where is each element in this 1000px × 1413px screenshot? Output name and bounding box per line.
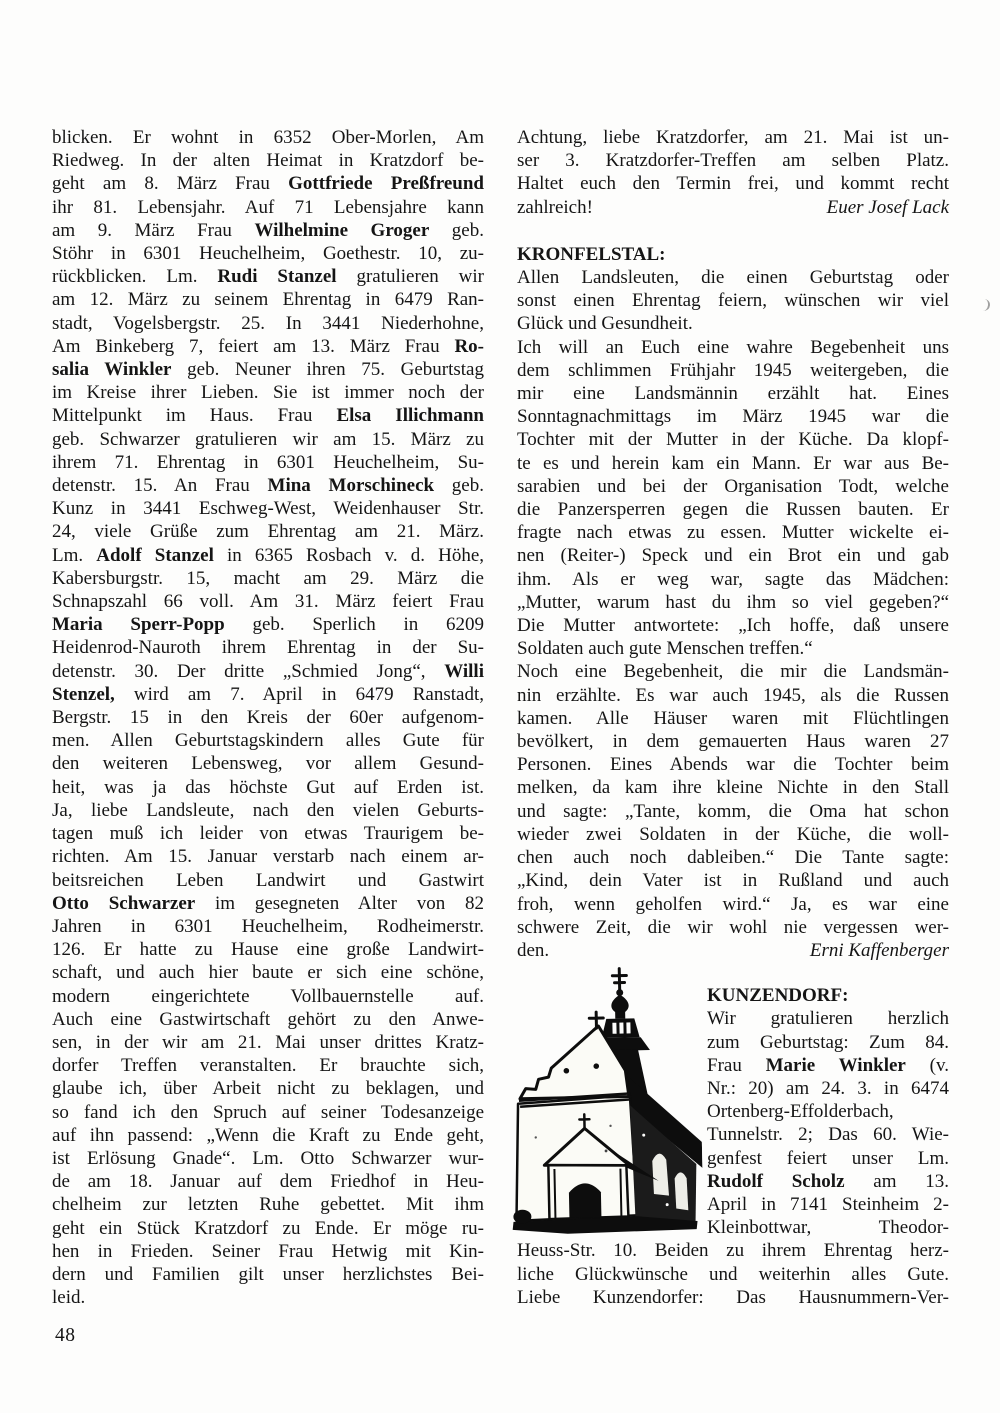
text-run: beitsreichen Leben Landwirt und Gastwirt (52, 869, 484, 891)
text-run: fragte nach etwas zu essen. Mutter wickelte ei- (517, 522, 949, 544)
text-run: geb. (429, 219, 484, 241)
text-line (707, 1077, 949, 1100)
text-line (52, 892, 484, 915)
text-run: Noch eine Begebenheit, die mir die Landsmän- (517, 661, 949, 683)
text-run: Allen Landsleuten, die einen Geburtstag oder (517, 267, 949, 289)
text-run: Auch eine Gastwirtschaft gehört zu den Anwe- (52, 1008, 484, 1030)
text-line (52, 613, 484, 636)
text-run: blicken. Er wohnt in 6352 Ober-Morlen, Am (52, 127, 484, 148)
italic-text: Erni Kaffenberger (809, 939, 949, 961)
text-run: Personen. Eines Abends war die Tochter beim (517, 754, 949, 776)
paragraph-gap (517, 219, 949, 243)
text-line (52, 381, 484, 404)
text-run: Mittelpunkt im Haus. Frau (52, 405, 337, 427)
bold-text: Rudi Stanzel (217, 266, 337, 288)
line-left-part (517, 939, 549, 962)
text-line (52, 520, 484, 543)
text-run: Heuss-Str. 10. Beiden zu ihrem Ehrentag herz- (517, 1240, 949, 1262)
text-line (52, 567, 484, 590)
text-line (707, 1031, 949, 1054)
text-run: Schnapszahl 66 voll. Am 31. März feiert Frau (52, 591, 484, 613)
bold-text: Adolf Stanzel (96, 544, 214, 566)
text-line (52, 544, 484, 567)
line-right-part (827, 196, 949, 219)
text-line (52, 1217, 484, 1240)
text-run: men. Allen Geburtstagskindern alles Gute für (52, 730, 484, 752)
text-line (52, 196, 484, 219)
text-run: froh, wenn geholfen wird.“ Ja, es war eine (517, 893, 949, 915)
text-line (517, 614, 949, 637)
text-line (517, 498, 949, 521)
church-icon (502, 964, 704, 1238)
text-run: geht ein Stück Kratzdorf zu Ende. Er möge ru- (52, 1217, 484, 1239)
text-line (517, 149, 949, 172)
text-run: und sagte: „Tante, komm, die Oma hat schon (517, 800, 949, 822)
text-run: Die Mutter antwortete: „Ich hoffe, daß unsere (517, 615, 949, 637)
text-line (517, 893, 949, 916)
kunzendorf-text (701, 962, 949, 1239)
text-line (52, 938, 484, 961)
text-run: im gesegneten Alter von 82 (195, 892, 484, 914)
text-line (52, 822, 484, 845)
text-line (517, 707, 949, 730)
text-line (52, 474, 484, 497)
text-run: 24, viele Grüße zum Ehrentag am 21. März. (52, 521, 484, 543)
left-column (52, 126, 484, 1309)
text-run: im Kreise ihrer Lieben. Sie ist immer noch der (52, 382, 484, 404)
text-line (52, 752, 484, 775)
text-line (517, 753, 949, 776)
text-run: Nr.: 20) am 24. 3. in 6474 (707, 1077, 949, 1099)
right-column (517, 126, 949, 1309)
text-run: geb. (434, 475, 484, 497)
text-run: kamen. Alle Häuser waren mit Flüchtlingen (517, 707, 949, 729)
bold-text: KRONFELSTAL: (517, 243, 666, 265)
text-run: Sonntagnachmittags im März 1945 war die (517, 406, 949, 428)
text-line (707, 1007, 949, 1030)
text-line (517, 1286, 949, 1309)
text-run: Kunz in 3441 Eschweg-West, Weidenhauser Str. (52, 498, 484, 520)
text-run: (v. (905, 1054, 950, 1076)
text-run: Soldaten auch gute Menschen treffen.“ (517, 638, 813, 660)
text-run: Achtung, liebe Kratzdorfer, am 21. Mai ist un- (517, 127, 949, 148)
text-run: tagen muß ich leider von etwas Traurigem be- (52, 823, 484, 845)
text-line (707, 1054, 949, 1077)
text-line (52, 636, 484, 659)
text-run: Frau (707, 1054, 766, 1076)
text-line (52, 776, 484, 799)
text-run: Ich will an Euch eine wahre Begebenheit uns (517, 336, 949, 358)
text-run: zum Geburtstag: Zum 84. (707, 1031, 949, 1053)
text-run: te es und herein kam ein Mann. Er war aus Be- (517, 452, 949, 474)
text-line (52, 265, 484, 288)
text-run: chelheim zur letzten Ruhe gebettet. Mit ihm (52, 1194, 484, 1216)
josef-lack-signature-line (517, 196, 949, 219)
text-run: genfest feiert unser Lm. (707, 1147, 949, 1169)
text-run: mir eine Landsmännin erzählt hat. Eines (517, 383, 949, 405)
text-line (517, 475, 949, 498)
text-line (52, 961, 484, 984)
text-run: Glück und Gesundheit. (517, 313, 693, 335)
text-run: rückblicken. Lm. (52, 266, 218, 288)
text-line (52, 799, 484, 822)
text-line (52, 706, 484, 729)
text-line (52, 1031, 484, 1054)
text-line (707, 1123, 949, 1146)
text-line (517, 359, 949, 382)
text-run: April in 7141 Steinheim 2- (707, 1193, 949, 1215)
text-run: Stöhr in 6301 Heuchelheim, Goethestr. 10, zu- (52, 243, 484, 265)
text-line (52, 149, 484, 172)
text-run: ist Erlösung Gnade“. Lm. Otto Schwarzer wur- (52, 1147, 484, 1169)
text-run: Am Binkeberg 7, feiert am 13. März Frau (52, 335, 455, 357)
text-line (52, 1263, 484, 1286)
bold-text: Elsa Illichmann (336, 405, 484, 427)
text-line (517, 336, 949, 359)
text-run: bevölkert, in dem gemauerten Haus waren 27 (517, 731, 949, 753)
text-line (517, 846, 949, 869)
text-run: geb. Sperlich in 6209 (224, 614, 484, 636)
text-line (517, 428, 949, 451)
text-run: sarabien und bei der Organisation Todt, welche (517, 475, 949, 497)
erni-kaffenberger-signature-line (517, 939, 949, 962)
text-run: Liebe Kunzendorfer: Das Hausnummern-Ver- (517, 1286, 949, 1308)
bold-text: Otto Schwarzer (52, 892, 196, 914)
text-line (517, 289, 949, 312)
text-line (517, 660, 949, 683)
line-left-part (707, 1216, 811, 1239)
text-line (52, 683, 484, 706)
text-run: ihm. Als er weg war, sagte das Mädchen: (517, 568, 949, 590)
line-left-part (517, 196, 593, 219)
text-run: schaft, und auch hier baute er sich eine schöne, (52, 962, 484, 984)
text-line (517, 521, 949, 544)
bold-text: Maria Sperr-Popp (52, 614, 225, 636)
text-run: Jahren in 6301 Heuchelheim, Rodheimerstr. (52, 915, 484, 937)
text-line (517, 172, 949, 195)
kunzendorf-heading (707, 984, 949, 1007)
text-run: dorfer Treffen veranstalten. Er brauchte sich, (52, 1055, 484, 1077)
kleinbottwar-theodor-line (707, 1216, 949, 1239)
text-run: schwere Zeit, die wir wohl nie vergessen wer- (517, 916, 949, 938)
kunzendorf-section (517, 962, 949, 1239)
text-line (52, 451, 484, 474)
text-run: hen in Frieden. Seiner Frau Hetwig mit Kin- (52, 1240, 484, 1262)
text-run: glaube ich, über Arbeit nicht zu beklagen, und (52, 1078, 484, 1100)
text-run: nin erzählte. Es war auch 1945, als die Russen (517, 684, 949, 706)
text-line (52, 1240, 484, 1263)
text-line (52, 915, 484, 938)
text-run: „Mutter, warum hast du ihm so viel gegeben?“ (517, 591, 949, 613)
bold-text: Rudolf Scholz (707, 1170, 845, 1192)
text-line (52, 1054, 484, 1077)
text-run: geb. Schwarzer gratulieren wir am 15. März zu (52, 428, 484, 450)
text-run: am 9. März Frau (52, 219, 255, 241)
text-run: Kleinbottwar, (707, 1217, 812, 1239)
text-line (52, 1286, 484, 1309)
text-line (52, 172, 484, 195)
text-line (707, 1147, 949, 1170)
text-run: modern eingerichtete Vollbauernstelle auf. (52, 985, 484, 1007)
text-line (517, 452, 949, 475)
text-line (517, 823, 949, 846)
text-run: stadt, Vogelsbergstr. 25. In 3441 Niederhohne, (52, 312, 484, 334)
text-line (52, 869, 484, 892)
text-run: am 12. März zu seinem Ehrentag in 6479 Ran- (52, 289, 484, 311)
text-line (517, 1239, 949, 1262)
text-run: wird am 7. April in 6479 Ranstadt, (114, 683, 484, 705)
right-column-tail (517, 1239, 949, 1309)
bold-text: Marie Winkler (765, 1054, 906, 1076)
text-line (52, 729, 484, 752)
text-line (52, 1193, 484, 1216)
bold-text: KUNZENDORF: (707, 985, 849, 1007)
text-run: liche Glückwünsche und weiterhin alles Gute. (517, 1263, 949, 1285)
text-line (517, 800, 949, 823)
text-run: so fand ich den Spruch auf seiner Todesanzeige (52, 1101, 484, 1123)
text-run: nen (Reiter-) Speck und ein Brot ein und gab (517, 545, 949, 567)
text-line (52, 1101, 484, 1124)
text-run: die Panzersperren gegen die Russen bauten. Er (517, 499, 949, 521)
text-run: melken, da kam ihre kleine Nichte in den Stall (517, 777, 949, 799)
text-run: Lm. (52, 544, 97, 566)
text-run: Haltet euch den Termin frei, und kommt recht (517, 173, 949, 195)
text-run: Kabersburgstr. 15, macht am 29. März die (52, 567, 484, 589)
church-illustration (505, 966, 701, 1236)
text-run: geht am 8. März Frau (52, 173, 289, 195)
bold-text: Willi (444, 660, 484, 682)
text-run: den. (517, 939, 550, 961)
text-run: detenstr. 30. Der dritte „Schmied Jong“, (52, 660, 445, 682)
text-line (517, 544, 949, 567)
text-line (52, 219, 484, 242)
text-run: sonst einen Ehrentag feiern, wünschen wir viel (517, 290, 949, 312)
bold-text: Gottfriede Preßfreund (288, 173, 485, 195)
text-run: den weiteren Lebensweg, vor allem Gesund- (52, 753, 484, 775)
text-run: Ortenberg-Effolderbach, (707, 1101, 894, 1123)
text-run: sen, in der wir am 21. Mai unser drittes Kratz- (52, 1031, 484, 1053)
bold-text: Stenzel, (52, 683, 115, 705)
text-line (517, 126, 949, 149)
text-run: Riedweg. In der alten Heimat in Kratzdorf be- (52, 150, 484, 172)
text-line (52, 1147, 484, 1170)
kronfelstal-heading (517, 243, 949, 266)
text-line (52, 1170, 484, 1193)
bold-text: Wilhelmine Groger (254, 219, 430, 241)
text-run: Wir gratulieren herzlich (707, 1008, 949, 1030)
text-run: detenstr. 15. An Frau (52, 475, 268, 497)
text-line (517, 591, 949, 614)
text-run: „Kind, dein Vater ist in Rußland und auch (517, 870, 949, 892)
text-run: Heidenrod-Nauroth ihrem Ehrentag in der Su- (52, 637, 484, 659)
text-line (517, 1263, 949, 1286)
scan-artifact (980, 299, 990, 312)
text-line (52, 497, 484, 520)
text-run: chen auch noch dableiben.“ Die Tante sagte: (517, 847, 949, 869)
text-run: dem schlimmen Frühjahr 1945 weitergeben, die (517, 359, 949, 381)
text-line (517, 568, 949, 591)
text-run: ihrem 71. Ehrentag in 6301 Heuchelheim, Su- (52, 451, 484, 473)
text-line (52, 845, 484, 868)
text-line (52, 1077, 484, 1100)
bold-text: salia Winkler (52, 359, 172, 381)
text-run: geb. Neuner ihren 75. Geburtstag (171, 359, 484, 381)
text-line (517, 684, 949, 707)
text-line (52, 404, 484, 427)
text-line (517, 916, 949, 939)
text-run: Bergstr. 15 in den Kreis der 60er aufgenom- (52, 707, 484, 729)
text-line (52, 126, 484, 149)
text-run: wieder zwei Soldaten in der Küche, die woll- (517, 823, 949, 845)
text-run: in 6365 Rosbach v. d. Höhe, (213, 544, 484, 566)
text-line (517, 312, 949, 335)
text-line (52, 1008, 484, 1031)
bold-text: Ro- (454, 335, 484, 357)
text-run: am 13. (844, 1170, 949, 1192)
page-number: 48 (55, 1325, 76, 1346)
text-line (707, 1170, 949, 1193)
line-right-part (810, 939, 949, 962)
text-line (52, 590, 484, 613)
text-line (52, 985, 484, 1008)
text-line (52, 660, 484, 683)
text-run: Tochter mit der Mutter in der Küche. Da klopf- (517, 429, 949, 451)
text-line (52, 1124, 484, 1147)
text-run: gratulieren wir (336, 266, 484, 288)
text-line (52, 242, 484, 265)
text-run: de am 18. Januar auf dem Friedhof in Heu- (52, 1171, 484, 1193)
text-line (517, 730, 949, 753)
text-line (52, 428, 484, 451)
text-line (517, 869, 949, 892)
text-line (52, 335, 484, 358)
text-line (52, 358, 484, 381)
text-run: heit, was ja das höchste Gut auf Erden ist. (52, 776, 484, 798)
text-run: Ja, liebe Landsleute, nach den vielen Geburts- (52, 799, 484, 821)
text-run: auf ihn passend: „Wenn die Kraft zu Ende geht, (52, 1124, 484, 1146)
bold-text: Mina Morschineck (267, 475, 435, 497)
text-run: ser 3. Kratzdorfer-Treffen am selben Platz. (517, 150, 949, 172)
text-line (52, 288, 484, 311)
text-run: leid. (52, 1287, 86, 1309)
text-run: zahlreich! (517, 196, 593, 218)
text-line (517, 382, 949, 405)
text-line (707, 1193, 949, 1216)
text-run: Tunnelstr. 2; Das 60. Wie- (707, 1124, 949, 1146)
text-run: richten. Am 15. Januar verstarb nach einem ar- (52, 846, 484, 868)
text-run: Theodor- (878, 1217, 949, 1239)
text-run: 126. Er hatte zu Hause eine große Landwirt- (52, 939, 484, 961)
italic-text: Euer Josef Lack (826, 196, 949, 218)
text-line (707, 1100, 949, 1123)
text-line (517, 405, 949, 428)
text-line (517, 637, 949, 660)
right-column-text (517, 126, 949, 962)
text-line (52, 312, 484, 335)
text-run: ihr 81. Lebensjahr. Auf 71 Lebensjahre kann (52, 196, 484, 218)
text-line (517, 266, 949, 289)
text-line (517, 776, 949, 799)
text-run: dern und Familien gilt unser herzlichstes Bei- (52, 1263, 484, 1285)
line-right-part (879, 1216, 949, 1239)
